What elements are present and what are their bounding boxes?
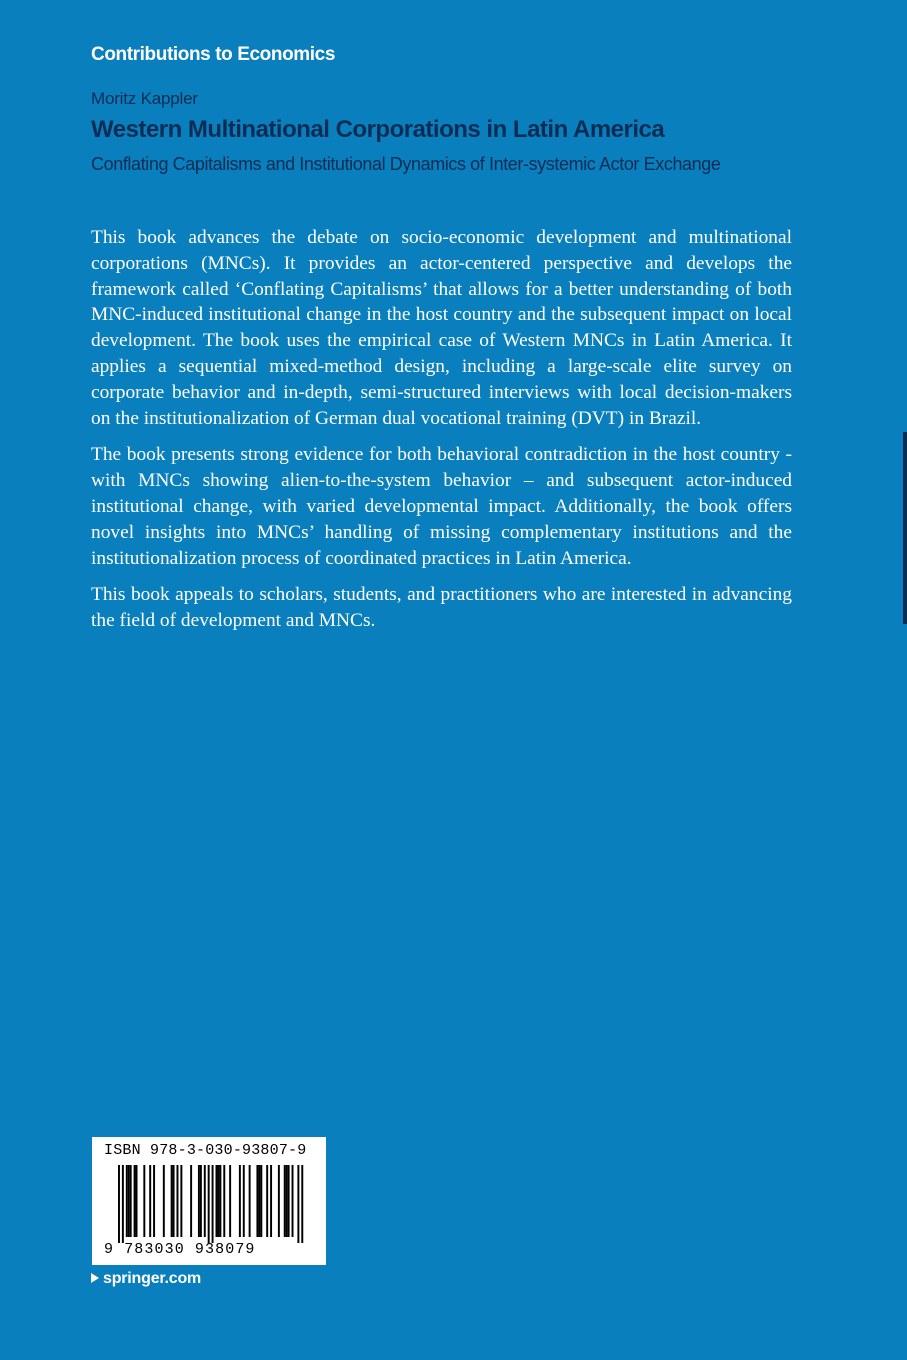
barcode-bar	[249, 1165, 251, 1237]
barcode-bar	[212, 1165, 214, 1243]
barcode-bar	[297, 1165, 299, 1243]
barcode-bar	[190, 1165, 192, 1237]
author-name: Moritz Kappler	[91, 89, 198, 108]
barcode-bar	[217, 1165, 219, 1237]
barcode-bar	[200, 1165, 202, 1237]
description-paragraph-1: This book advances the debate on socio-economic development and multinational corporations (MNCs). It provides an actor-centered perspective and develops the framework called ‘Conflating Capitalisms’ that allows for a better understanding of both MNC-induced institutional change in the host country and the subsequent impact on local development. The book uses the empirical case of Western MNCs in Latin America. It applies a sequential mixed-method design, including a large-scale elite survey on corporate behavior and in-depth, semi-structured interviews with local decision-makers on the institutionalization of German dual vocational training (DVT) in Brazil.	[91, 227, 792, 429]
barcode-bar	[149, 1165, 151, 1237]
barcode-bar	[128, 1165, 130, 1237]
book-subtitle: Conflating Capitalisms and Institutional Dynamics of Inter-systemic Actor Exchange	[91, 154, 721, 174]
barcode-bar	[208, 1165, 210, 1243]
description-paragraph-3: This book appeals to scholars, students, and practitioners who are interested in advancing the field of development and MNCs.	[91, 584, 792, 632]
ean-digits: 9 783030 938079	[104, 1241, 256, 1258]
barcode-bar	[239, 1165, 241, 1237]
barcode-bar	[163, 1165, 165, 1237]
barcode-bar	[204, 1165, 206, 1237]
barcode-bar	[177, 1165, 179, 1237]
edge-mark	[903, 432, 907, 624]
barcode-bar	[153, 1165, 155, 1237]
barcode-bar	[260, 1165, 262, 1237]
book-title: Western Multinational Corporations in Latin America	[91, 116, 665, 143]
barcode-bar	[278, 1165, 280, 1237]
series-name: Contributions to Economics	[91, 44, 335, 65]
barcode-bar	[216, 1165, 218, 1237]
isbn-barcode	[92, 1137, 326, 1265]
barcode-bar	[292, 1165, 294, 1237]
barcode-bar	[223, 1165, 225, 1237]
barcode-bar	[229, 1165, 231, 1237]
publisher-link[interactable]	[91, 1270, 201, 1288]
description-paragraph-2: The book presents strong evidence for both behavioral contradiction in the host country - with MNCs showing alien-to-the-system behavior – and subsequent actor-induced institutional change, with varied developmental impact. Additionally, the book offers novel insights into MNCs’ handling of missing complementary institutions and the institutionalization process of coordinated practices in Latin America.	[91, 444, 792, 569]
barcode-bar	[270, 1165, 272, 1237]
arrow-right-icon	[91, 1273, 99, 1283]
barcode-bar	[130, 1165, 132, 1237]
barcode-bar	[301, 1165, 303, 1243]
barcode-bar	[143, 1165, 145, 1237]
publisher-url: springer.com	[103, 1270, 202, 1287]
barcode-bar	[286, 1165, 288, 1237]
barcode-bar	[171, 1165, 173, 1237]
barcode-bar	[198, 1165, 200, 1237]
barcode-bar	[173, 1165, 175, 1237]
barcode-bar	[180, 1165, 182, 1237]
isbn-label: ISBN 978-3-030-93807-9	[104, 1142, 307, 1159]
barcode-bar	[243, 1165, 245, 1237]
barcode-bar	[122, 1165, 124, 1243]
barcode-bar	[288, 1165, 290, 1237]
barcode-bar	[118, 1165, 120, 1243]
barcode-bar	[284, 1165, 286, 1237]
barcode-bar	[256, 1165, 258, 1237]
book-description	[91, 225, 792, 645]
barcode-bar	[266, 1165, 268, 1237]
barcode-bar	[126, 1165, 128, 1237]
barcode-bar	[136, 1165, 138, 1237]
barcode-bar	[219, 1165, 221, 1237]
barcode-bar	[134, 1165, 136, 1237]
barcode-bar	[258, 1165, 260, 1237]
